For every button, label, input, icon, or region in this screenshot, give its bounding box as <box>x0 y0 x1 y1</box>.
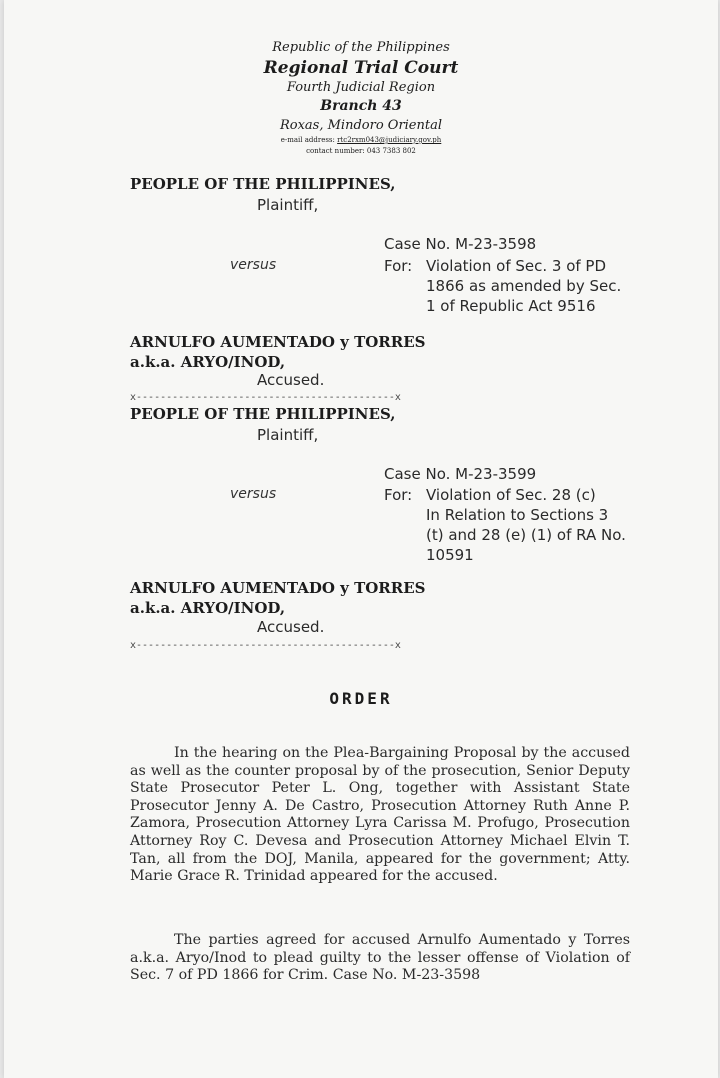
header-republic: Republic of the Philippines <box>272 40 450 55</box>
case1-for-line3: 1 of Republic Act 9516 <box>426 297 596 315</box>
case2-case-no: Case No. M-23-3599 <box>384 465 537 483</box>
case2-separator: x-------------------------------------------x <box>130 640 401 651</box>
case1-separator: x-------------------------------------------x <box>130 392 401 403</box>
email-link[interactable]: rtc2rxm043@judiciary.gov.ph <box>337 136 442 144</box>
case1-accused-alias: a.k.a. ARYO/INOD, <box>130 353 286 371</box>
case1-versus: versus <box>230 257 277 273</box>
email-label: e-mail address: <box>280 136 338 144</box>
case2-accused-name: ARNULFO AUMENTADO y TORRES <box>130 579 426 597</box>
order-paragraph-2 <box>130 932 630 985</box>
header-location: Roxas, Mindoro Oriental <box>279 118 443 133</box>
order-paragraph-1 <box>130 745 630 886</box>
case2-accused-alias: a.k.a. ARYO/INOD, <box>130 599 286 617</box>
case2-for-line1: Violation of Sec. 28 (c) <box>426 486 596 504</box>
case2-accused-role: Accused. <box>257 618 325 636</box>
order-paragraph-1-text: In the hearing on the Plea-Bargaining Proposal by the accused as well as the counter proposal by of the prosecution, Senior Deputy State Prosecutor Peter L. Ong, together with Assistant State Prosecutor Jenny A. De Castro, Prosecution Attorney Ruth Anne P. Zamora, Prosecution Attorney Lyra Carissa M. Profugo, Prosecution Attorney Roy C. Devesa and Prosecution Attorney Michael Elvin T. Tan, all from the DOJ, Manila, appeared for the government; Atty. Marie Grace R. Trinidad appeared for the accused. <box>130 745 630 885</box>
case1-plaintiff-role: Plaintiff, <box>257 196 319 214</box>
case1-accused-name: ARNULFO AUMENTADO y TORRES <box>130 333 426 351</box>
case1-for-line1: Violation of Sec. 3 of PD <box>426 257 607 275</box>
case2-for-line2: In Relation to Sections 3 <box>426 506 609 524</box>
header-region: Fourth Judicial Region <box>286 80 436 95</box>
header-email <box>4 136 718 144</box>
header-branch: Branch 43 <box>320 98 402 114</box>
header-contact: contact number: 043 7383 802 <box>306 147 416 155</box>
case1-plaintiff-name: PEOPLE OF THE PHILIPPINES, <box>130 175 396 193</box>
case1-for-line2: 1866 as amended by Sec. <box>426 277 622 295</box>
header-court: Regional Trial Court <box>263 58 459 78</box>
case1-case-no: Case No. M-23-3598 <box>384 235 537 253</box>
case1-accused-role: Accused. <box>257 371 325 389</box>
case2-plaintiff-role: Plaintiff, <box>257 426 319 444</box>
document-page <box>4 0 718 1078</box>
case2-for-line3: (t) and 28 (e) (1) of RA No. <box>426 526 626 544</box>
case1-for-label: For: <box>384 257 413 275</box>
case2-for-line4: 10591 <box>426 546 474 564</box>
case2-for-label: For: <box>384 486 413 504</box>
order-title: ORDER <box>329 689 393 708</box>
case2-versus: versus <box>230 486 277 502</box>
order-paragraph-2-text: The parties agreed for accused Arnulfo Aumentado y Torres a.k.a. Aryo/Inod to plead guilty to the lesser offense of Violation of Sec. 7 of PD 1866 for Crim. Case No. M-23-3598 <box>130 932 630 984</box>
case2-plaintiff-name: PEOPLE OF THE PHILIPPINES, <box>130 405 396 423</box>
